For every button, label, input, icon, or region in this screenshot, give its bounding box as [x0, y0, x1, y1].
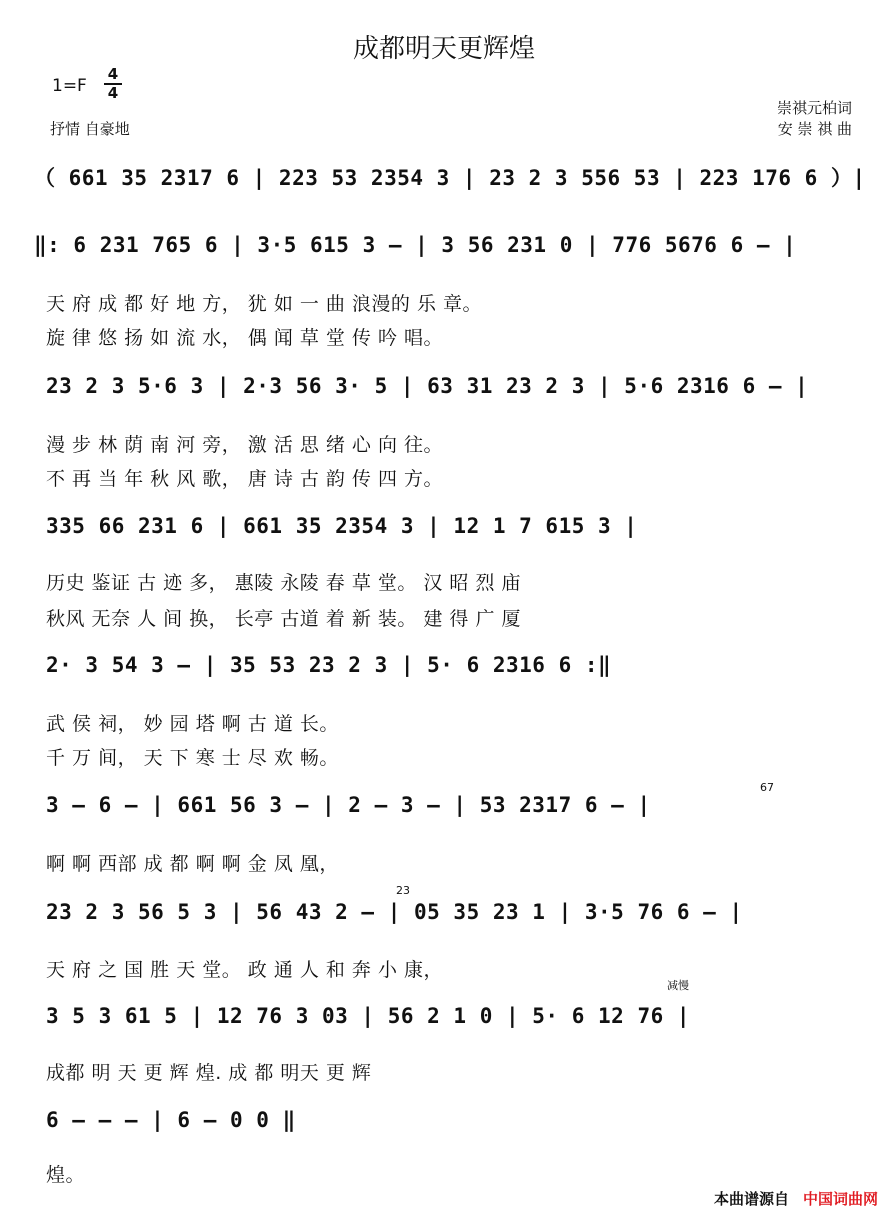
time-signature-top: 4 — [107, 65, 119, 83]
source-site-link[interactable]: 中国词曲网 — [802, 1190, 878, 1208]
lyric-line-4: 不 再 当 年 秋 风 歌， 唐 诗 古 韵 传 四 方。 — [46, 468, 444, 490]
time-signature-bottom: 4 — [104, 83, 122, 102]
lyric-line-12: 煌。 — [46, 1164, 86, 1186]
lyric-line-11: 成都 明 天 更 辉 煌. 成 都 明天 更 辉 — [46, 1062, 372, 1084]
notation-line-2: ‖: 6 231 765 6 | 3·5 615 3 – | 3 56 231 0 | 776 5676 6 – | — [34, 233, 797, 257]
lyric-line-8: 千 万 间， 天 下 寒 士 尽 欢 畅。 — [46, 747, 339, 769]
mood-marking: 抒情 自豪地 — [50, 120, 130, 138]
tempo-marking: 减慢 — [667, 979, 689, 992]
source-label: 本曲谱源自 — [713, 1190, 789, 1208]
notation-line-6: 3 – 6 – | 661 56 3 – | 2 – 3 – | 53 2317 6 – | — [46, 793, 651, 817]
composer-credit: 安 崇 祺 曲 — [777, 120, 852, 138]
source-credit — [714, 1188, 878, 1209]
notation-line-4: 335 66 231 6 | 661 35 2354 3 | 12 1 7 615 3 | — [46, 514, 638, 538]
notation-line-7: 23 2 3 56 5 3 | 56 43 2 – | 05 35 23 1 | 3·5 76 6 – | — [46, 900, 743, 924]
key-signature: 1=F — [52, 76, 87, 96]
lyric-line-5: 历史 鉴证 古 迹 多， 惠陵 永陵 春 草 堂。 汉 昭 烈 庙 — [46, 572, 522, 594]
time-signature — [104, 66, 122, 102]
grace-note-1: 67 — [760, 781, 774, 794]
notation-line-3: 23 2 3 5·6 3 | 2·3 56 3· 5 | 63 31 23 2 3 | 5·6 2316 6 – | — [46, 374, 809, 398]
notation-line-9: 6 – – – | 6 – 0 0 ‖ — [46, 1108, 296, 1132]
lyricist-credit: 崇祺元柏词 — [776, 99, 852, 117]
lyric-line-6: 秋风 无奈 人 间 换， 长亭 古道 着 新 装。 建 得 广 厦 — [46, 608, 522, 630]
notation-line-1: （ 661 35 2317 6 | 223 53 2354 3 | 23 2 3 556 53 | 223 176 6 ）| — [34, 166, 866, 190]
lyric-line-7: 武 侯 祠， 妙 园 塔 啊 古 道 长。 — [46, 713, 339, 735]
grace-note-2: 23 — [396, 884, 410, 897]
lyric-line-2: 旋 律 悠 扬 如 流 水， 偶 闻 草 堂 传 吟 唱。 — [46, 327, 444, 349]
notation-line-5: 2· 3 54 3 – | 35 53 23 2 3 | 5· 6 2316 6 :‖ — [46, 653, 612, 677]
lyric-line-9: 啊 啊 西部 成 都 啊 啊 金 凤 凰， — [46, 853, 339, 875]
lyric-line-1: 天 府 成 都 好 地 方， 犹 如 一 曲 浪漫的 乐 章。 — [46, 293, 483, 315]
song-title: 成都明天更辉煌 — [352, 34, 535, 64]
lyric-line-3: 漫 步 林 荫 南 河 旁， 激 活 思 绪 心 向 往。 — [46, 434, 444, 456]
notation-line-8: 3 5 3 61 5 | 12 76 3 03 | 56 2 1 0 | 5· 6 12 76 | — [46, 1004, 691, 1028]
lyric-line-10: 天 府 之 国 胜 天 堂。 政 通 人 和 奔 小 康， — [46, 959, 444, 981]
